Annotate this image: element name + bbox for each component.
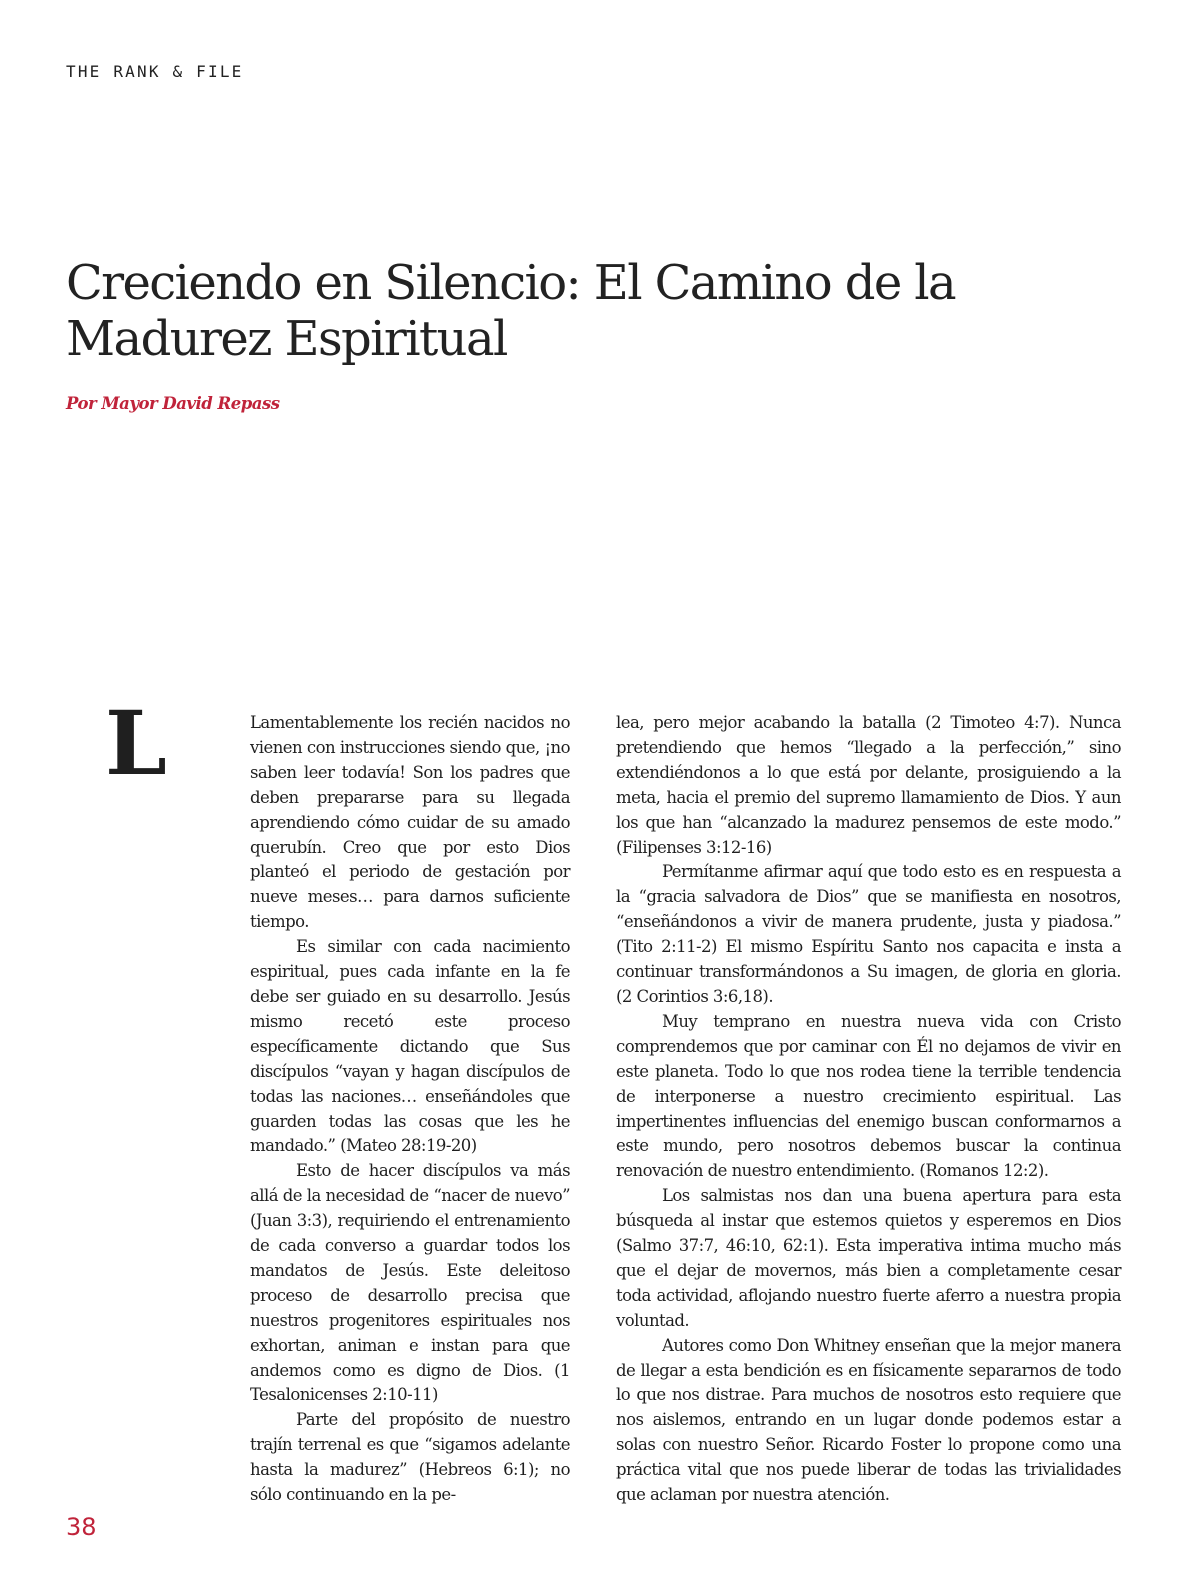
- paragraph: Lamentablemente los recién nacidos no vienen con instrucciones siendo que, ¡no saben leer todavía! Son los padres que deben prepararse para su llegada aprendiendo cómo cuidar de su amado querubín. Creo que por esto Dios planteó el periodo de gestación por nueve meses… para darnos suficiente tiempo.: [250, 713, 570, 932]
- running-head: THE RANK & FILE: [66, 62, 244, 81]
- paragraph: lea, pero mejor acabando la batalla (2 Timoteo 4:7). Nunca pretendiendo que hemos “llegado a la perfección,” sino extendiéndonos a lo que está por delante, prosiguiendo a la meta, hacia el premio del supremo llamamiento de Dios. Y aun los que han “alcanzado la madurez pensemos de este modo.” (Filipenses 3:12-16): [616, 713, 1121, 857]
- byline: Por Mayor David Repass: [66, 394, 280, 413]
- paragraph: Esto de hacer discípulos va más allá de la necesidad de “nacer de nuevo” (Juan 3:3), requiriendo el entrenamiento de cada converso a guardar todos los mandatos de Jesús. Este deleitoso proceso de desarrollo precisa que nuestros progenitores espirituales nos exhortan, animan e instan para que andemos como es digno de Dios. (1 Tesalonicenses 2:10-11): [250, 1161, 570, 1405]
- paragraph: Es similar con cada nacimiento espiritual, pues cada infante en la fe debe ser guiado en su desarrollo. Jesús mismo recetó este proceso específicamente dictando que Sus discípulos “vayan y hagan discípulos de todas las naciones… enseñándoles que guarden todas las cosas que les he mandado.” (Mateo 28:19-20): [250, 937, 570, 1156]
- drop-cap: L: [105, 691, 167, 795]
- paragraph: Autores como Don Whitney enseñan que la mejor manera de llegar a esta bendición es en físicamente separarnos de todo lo que nos distrae. Para muchos de nosotros esto requiere que nos aislemos, entrando en un lugar donde podemos estar a solas con nuestro Señor. Ricardo Foster lo propone como una práctica vital que nos puede liberar de todas las trivialidades que aclaman por nuestra atención.: [616, 1335, 1121, 1505]
- body-column-2: [616, 711, 1121, 1508]
- page-number: 38: [66, 1513, 97, 1541]
- article-title: Creciendo en Silencio: El Camino de la Madurez Espiritual: [66, 255, 956, 367]
- paragraph: Muy temprano en nuestra nueva vida con Cristo comprendemos que por caminar con Él no dejamos de vivir en este planeta. Todo lo que nos rodea tiene la terrible tendencia de interponerse a nuestro crecimiento espiritual. Las impertinentes influencias del enemigo buscan conformarnos a este mundo, pero nosotros debemos buscar la continua renovación de nuestro entendimiento. (Romanos 12:2).: [616, 1011, 1121, 1181]
- paragraph: Los salmistas nos dan una buena apertura para esta búsqueda al instar que estemos quietos y esperemos en Dios (Salmo 37:7, 46:10, 62:1). Esta imperativa intima mucho más que el dejar de movernos, más bien a completamente cesar toda actividad, aflojando nuestro fuerte aferro a nuestra propia voluntad.: [616, 1186, 1121, 1330]
- body-column-1: [250, 711, 570, 1508]
- paragraph: Permítanme afirmar aquí que todo esto es en respuesta a la “gracia salvadora de Dios” que se manifiesta en nosotros, “enseñándonos a vivir de manera prudente, justa y piadosa.” (Tito 2:11-2) El mismo Espíritu Santo nos capacita e insta a continuar transformándonos a Su imagen, de gloria en gloria. (2 Corintios 3:6,18).: [616, 862, 1121, 1006]
- paragraph: Parte del propósito de nuestro trajín terrenal es que “sigamos adelante hasta la madurez” (Hebreos 6:1); no sólo continuando en la pe-: [250, 1410, 570, 1505]
